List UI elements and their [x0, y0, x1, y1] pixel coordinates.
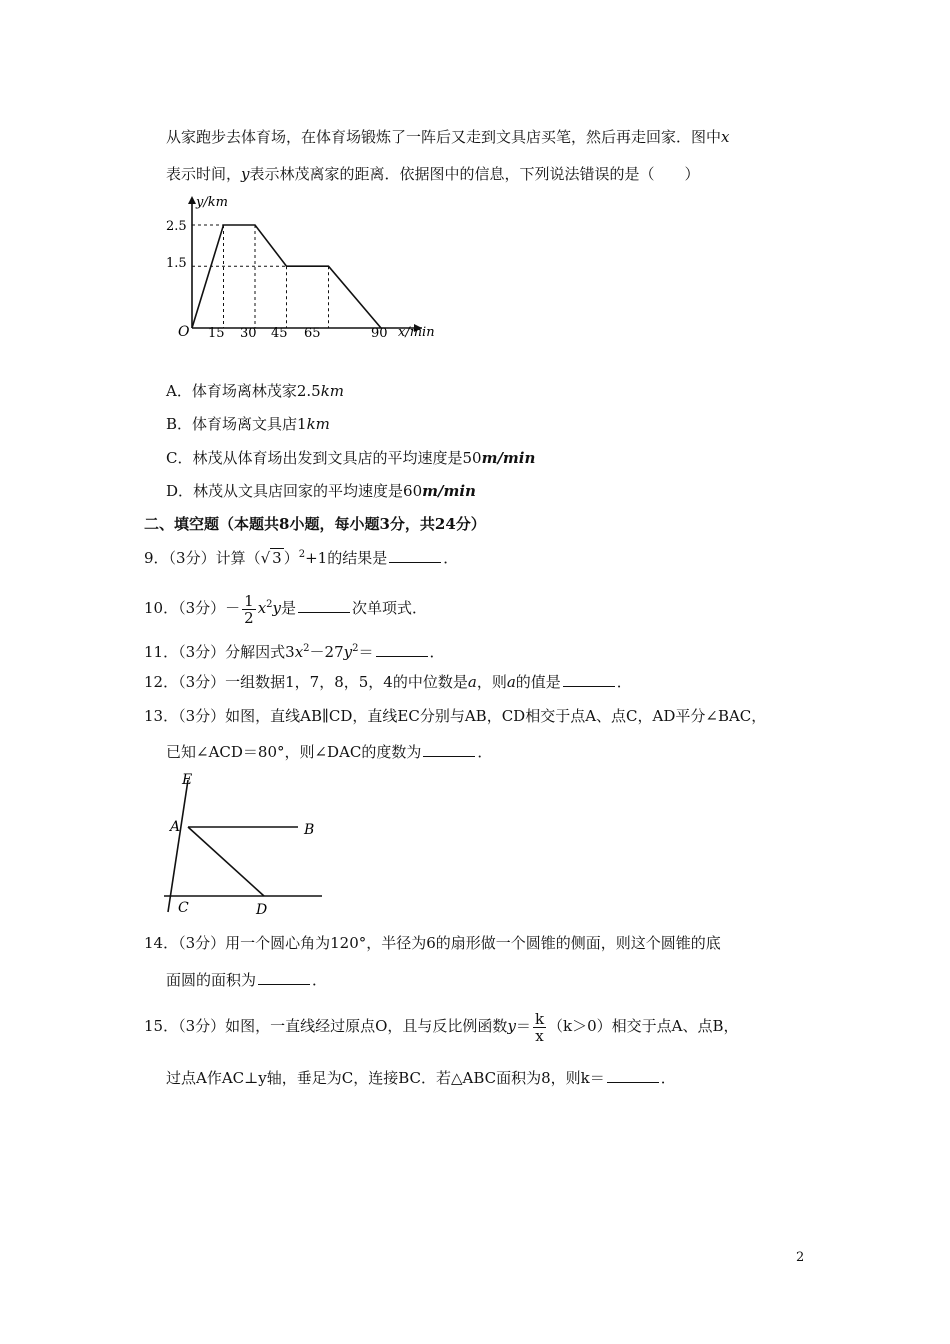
q8-option-a: A．体育场离林茂家2.5km — [166, 382, 345, 400]
q10: 10．（3分）－ $\frac{1}{2}$ $x^2y$是 次单项式． — [144, 591, 428, 627]
line-ec — [168, 780, 188, 912]
distance-time-graph — [160, 190, 450, 350]
answer-blank[interactable] — [389, 548, 441, 563]
q8-option-c: C．林茂从体育场出发到文具店的平均速度是50m/min — [166, 449, 536, 467]
fraction: $\frac{1}{2}$ — [244, 591, 254, 627]
answer-blank[interactable] — [423, 742, 475, 757]
x-tick-label-30: 30 — [240, 326, 257, 341]
section-2-title: 二、填空题（本题共8小题，每小题3分，共24分） — [144, 515, 486, 533]
q11: 11．（3分）分解因式$3x^2-27y^2=$ ． — [144, 643, 445, 661]
q15-line1: 15．（3分）如图，一直线经过原点O，且与反比例函数y＝ $\frac{k}{x}$ （k＞0）相交于点A、点B， — [144, 1009, 739, 1045]
point-e-label: E — [182, 772, 193, 788]
parallel-lines-figure — [160, 768, 330, 920]
x-tick-label-65: 65 — [304, 326, 321, 341]
q13-line1: 13．（3分）如图，直线AB∥CD，直线EC分别与AB，CD相交于点A、点C，AD平分∠BAC， — [144, 707, 767, 725]
y-tick-label-2-5: 2.5 — [166, 219, 187, 234]
distance-series-line — [192, 225, 381, 328]
y-axis-label: y/km — [196, 195, 228, 210]
q14-line2: 面圆的面积为 ． — [166, 971, 328, 989]
fraction: $\frac{k}{x}$ — [534, 1009, 545, 1045]
q8-line1: 从家跑步去体育场，在体育场锻炼了一阵后又走到文具店买笔，然后再走回家．图中x — [166, 128, 730, 146]
q15-line2: 过点A作AC⊥y轴，垂足为C，连接BC．若△ABC面积为8，则k＝ ． — [166, 1069, 676, 1087]
y-axis-arrow — [188, 196, 196, 204]
answer-blank[interactable] — [258, 970, 310, 985]
sqrt-symbol: √ — [260, 549, 271, 567]
answer-blank[interactable] — [376, 642, 428, 657]
x-tick-label-15: 15 — [208, 326, 225, 341]
q12: 12．（3分）一组数据1，7，8，5，4的中位数是a，则a的值是 ． — [144, 673, 632, 691]
page-number: 2 — [796, 1250, 805, 1265]
origin-label: O — [178, 324, 190, 340]
q13-line2: 已知∠ACD＝80°，则∠DAC的度数为 ． — [166, 743, 493, 761]
answer-blank[interactable] — [607, 1068, 659, 1083]
q8-option-d: D．林茂从文具店回家的平均速度是60m/min — [166, 482, 476, 500]
point-d-label: D — [256, 902, 268, 918]
point-c-label: C — [178, 900, 189, 916]
x-tick-label-90: 90 — [371, 326, 388, 341]
point-b-label: B — [304, 822, 315, 838]
point-a-label: A — [170, 819, 181, 835]
q9: 9．（3分）计算（√ 3 ）$^2$+1的结果是 ． — [144, 549, 459, 567]
segment-ad — [188, 827, 264, 896]
x-axis-label: x/min — [398, 325, 435, 340]
x-tick-label-45: 45 — [271, 326, 288, 341]
y-tick-label-1-5: 1.5 — [166, 256, 187, 271]
q8-line2: 表示时间，y表示林茂离家的距离．依据图中的信息，下列说法错误的是（ ） — [166, 165, 700, 183]
answer-blank[interactable] — [298, 598, 350, 613]
q8-option-b: B．体育场离文具店1km — [166, 415, 330, 433]
q14-line1: 14．（3分）用一个圆心角为120°，半径为6的扇形做一个圆锥的侧面，则这个圆锥的底 — [144, 934, 721, 952]
answer-blank[interactable] — [563, 672, 615, 687]
